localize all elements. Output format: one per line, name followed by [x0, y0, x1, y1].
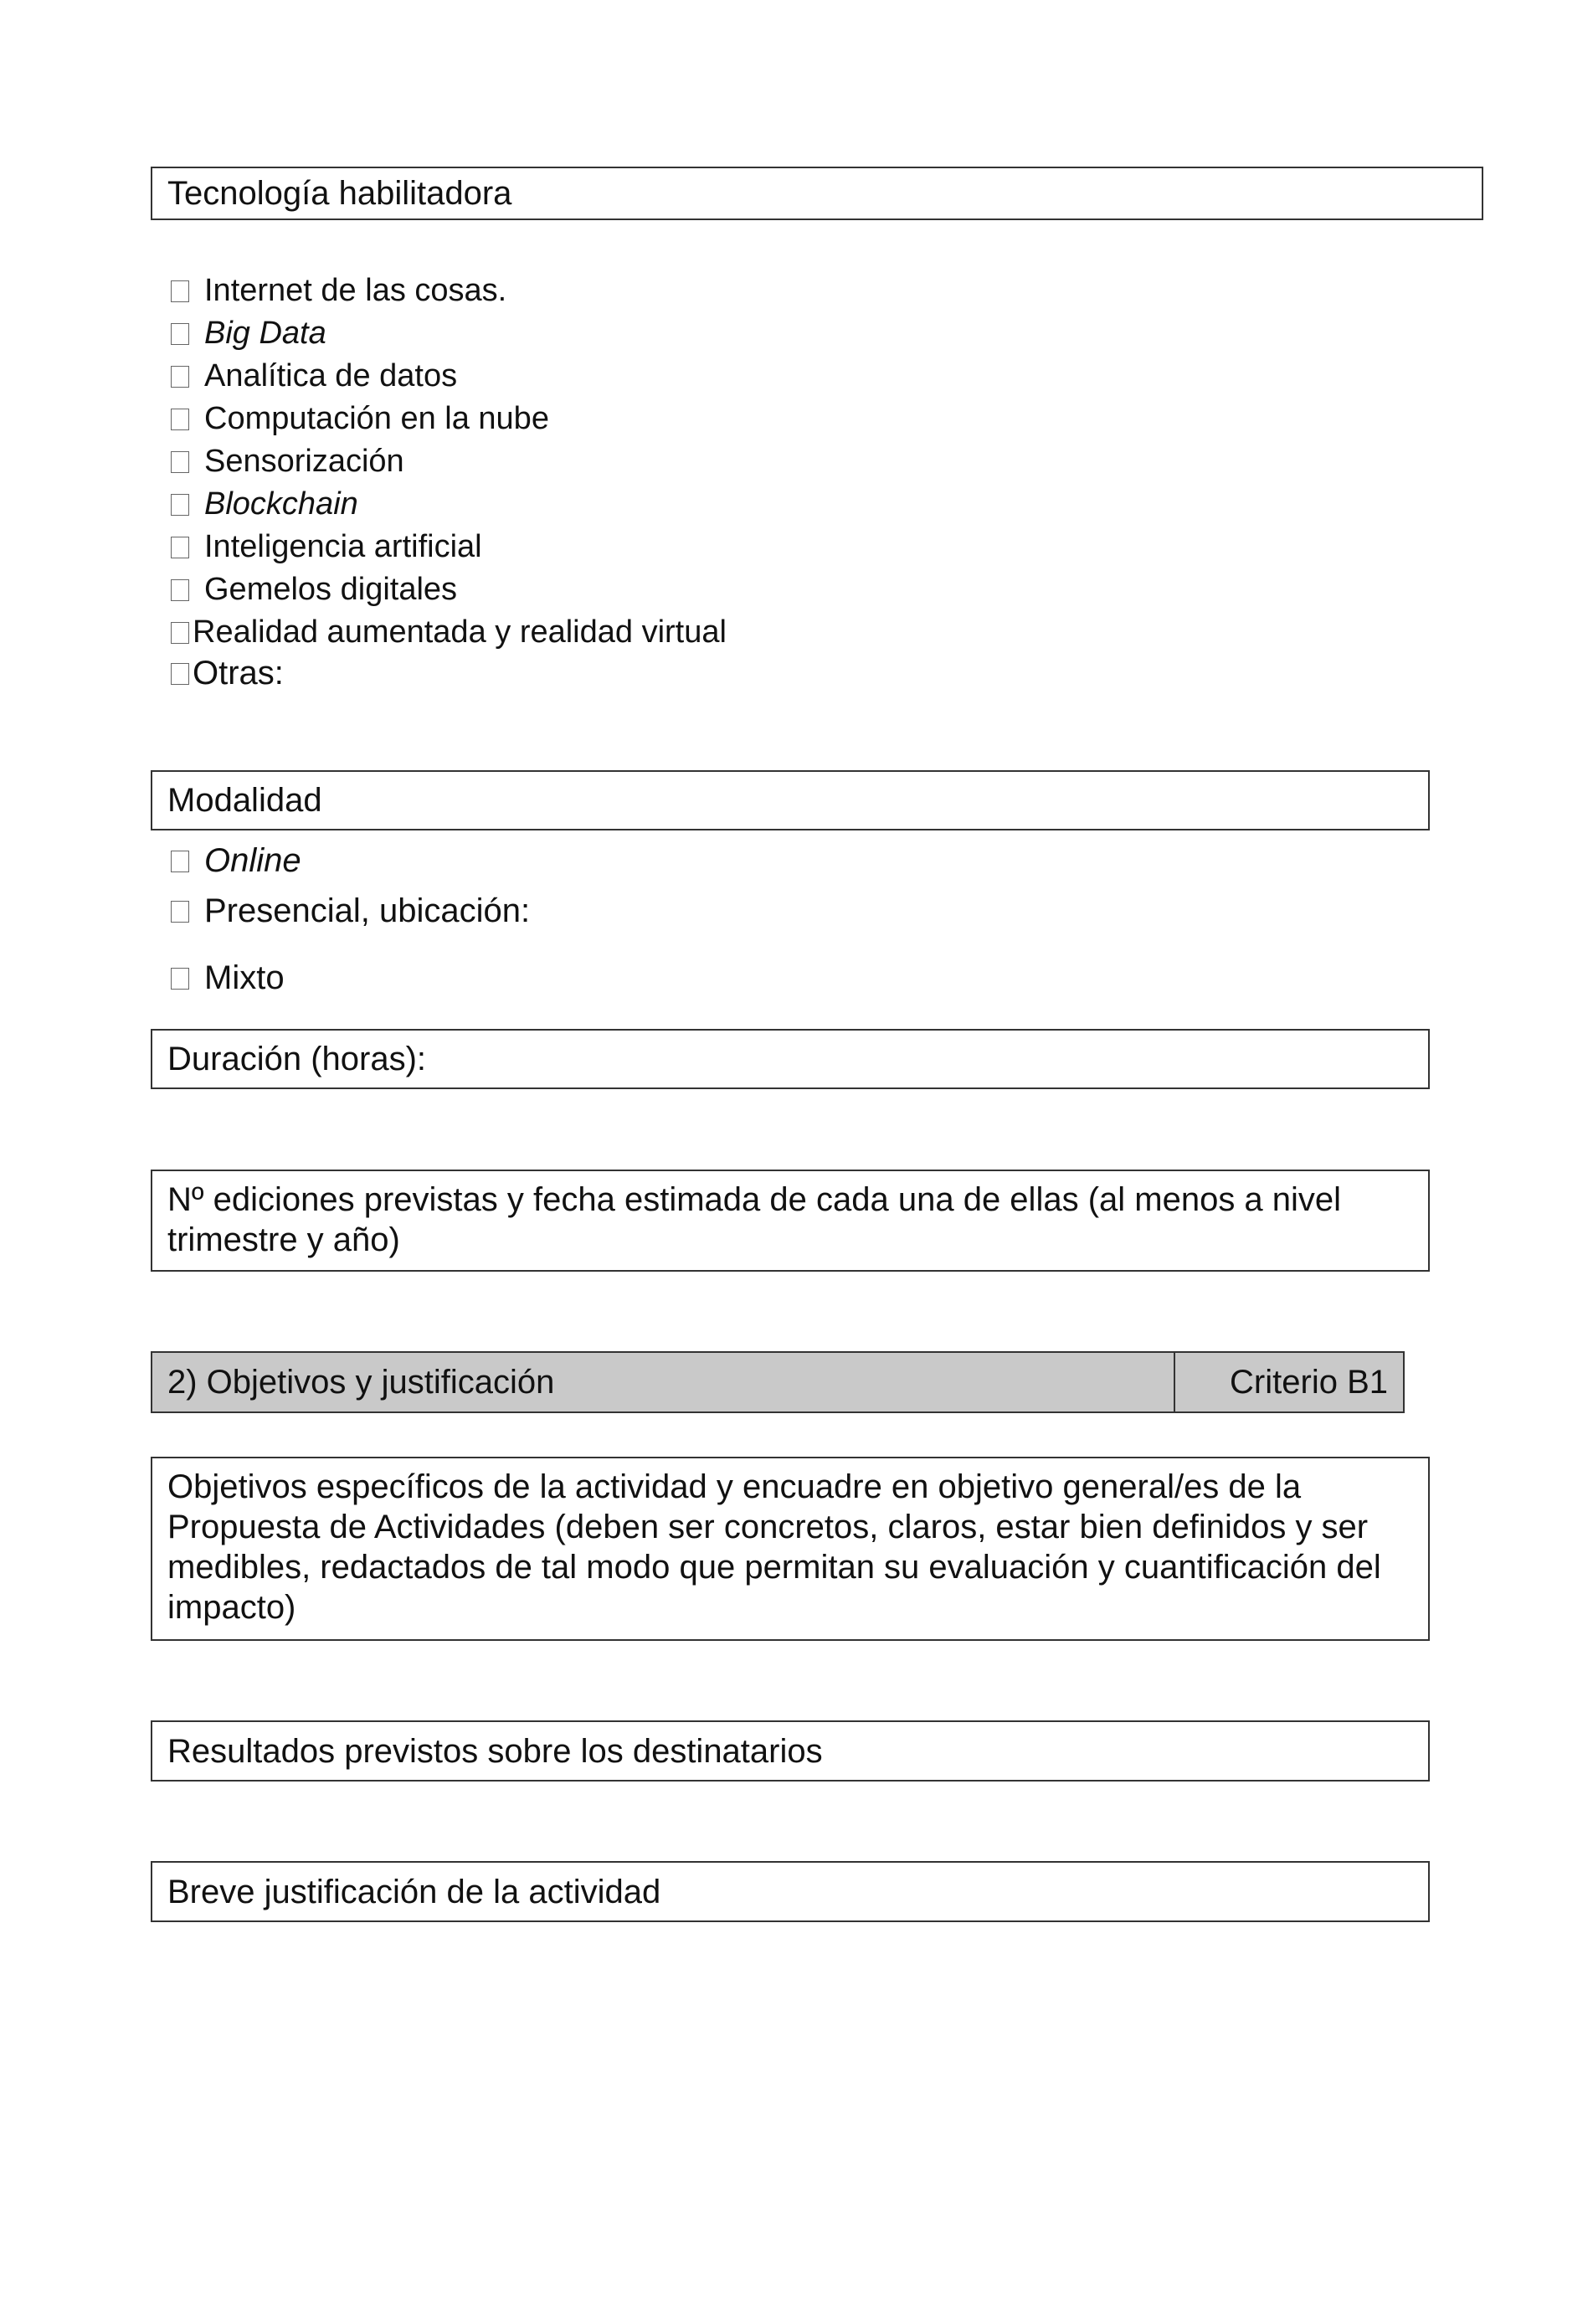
option-big-data[interactable]: Big Data	[171, 316, 326, 352]
option-otras[interactable]: Otras:	[171, 655, 284, 692]
justificacion-field[interactable]	[151, 1861, 1430, 1922]
checkbox-icon[interactable]	[171, 622, 189, 644]
checkbox-icon[interactable]	[171, 451, 189, 473]
modalidad-field[interactable]	[151, 770, 1430, 830]
objetivos-label: Objetivos específicos de la actividad y encuadre en objetivo general/es de la Propuesta de Actividades (deben ser concretos, claros, estar bien definidos y ser medibles, redactados de tal modo que permitan su evaluación y cuantificación del impacto)	[167, 1468, 1381, 1626]
checkbox-icon[interactable]	[171, 494, 189, 516]
option-sensorizacion[interactable]: Sensorización	[171, 444, 404, 480]
duracion-field[interactable]	[151, 1029, 1430, 1089]
resultados-label: Resultados previstos sobre los destinatarios	[167, 1732, 823, 1770]
option-computacion-nube[interactable]: Computación en la nube	[171, 401, 549, 437]
section-2-header	[151, 1351, 1405, 1413]
duracion-label: Duración (horas):	[167, 1041, 427, 1077]
ediciones-label: Nº ediciones previstas y fecha estimada de cada una de ellas (al menos a nivel trimestre y año)	[167, 1181, 1342, 1258]
checkbox-icon[interactable]	[171, 323, 189, 345]
objetivos-field[interactable]	[151, 1457, 1430, 1641]
option-mixto[interactable]: Mixto	[171, 959, 285, 997]
justificacion-label: Breve justificación de la actividad	[167, 1873, 661, 1910]
option-internet-cosas[interactable]: Internet de las cosas.	[171, 273, 506, 309]
checkbox-icon[interactable]	[171, 280, 189, 302]
option-presencial[interactable]: Presencial, ubicación:	[171, 892, 530, 930]
option-blockchain[interactable]: Blockchain	[171, 486, 358, 522]
section-2-title: 2) Objetivos y justificación	[152, 1353, 1175, 1411]
checkbox-icon[interactable]	[171, 663, 189, 685]
option-gemelos-digitales[interactable]: Gemelos digitales	[171, 572, 457, 608]
checkbox-icon[interactable]	[171, 579, 189, 601]
criterio-b1-label: Criterio B1	[1230, 1363, 1388, 1401]
option-realidad-aumentada-virtual[interactable]: Realidad aumentada y realidad virtual	[171, 614, 727, 650]
tecnologia-habilitadora-title: Tecnología habilitadora	[167, 175, 512, 212]
checkbox-icon[interactable]	[171, 851, 189, 872]
checkbox-icon[interactable]	[171, 968, 189, 990]
checkbox-icon[interactable]	[171, 409, 189, 430]
option-online[interactable]: Online	[171, 842, 301, 880]
option-inteligencia-artificial[interactable]: Inteligencia artificial	[171, 529, 482, 565]
checkbox-icon[interactable]	[171, 537, 189, 558]
checkbox-icon[interactable]	[171, 366, 189, 388]
ediciones-field[interactable]	[151, 1170, 1430, 1272]
tecnologia-habilitadora-field[interactable]	[151, 167, 1483, 220]
modalidad-title: Modalidad	[167, 782, 322, 819]
checkbox-icon[interactable]	[171, 901, 189, 923]
option-analitica-datos[interactable]: Analítica de datos	[171, 358, 457, 394]
resultados-field[interactable]	[151, 1720, 1430, 1782]
tecnologia-options-list	[171, 273, 1092, 708]
modalidad-options-list	[171, 842, 924, 1010]
